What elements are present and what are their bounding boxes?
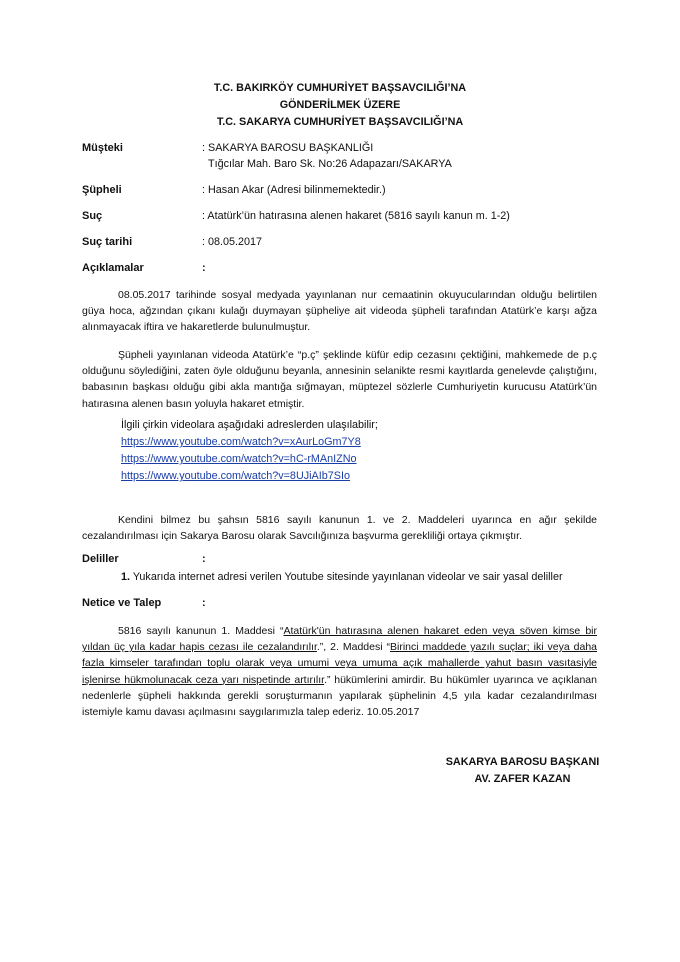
netice-text-1: 5816 sayılı kanunun 1. Maddesi “ <box>118 625 284 637</box>
video-link-3[interactable]: https://www.youtube.com/watch?v=8UJiAIb7SIo <box>121 470 350 482</box>
netice-colon: : <box>202 597 206 609</box>
musteki-address: Tığcılar Mah. Baro Sk. No:26 Adapazarı/SAKARYA <box>208 158 452 170</box>
supheli-label: Şüpheli <box>82 184 122 196</box>
aciklamalar-label: Açıklamalar <box>82 262 144 274</box>
signature-title: SAKARYA BAROSU BAŞKANI <box>445 756 600 768</box>
deliller-label: Deliller <box>82 553 119 565</box>
paragraph-1: 08.05.2017 tarihinde sosyal medyada yayınlanan nur cemaatinin okuyucularından olduğu belirtilen güya hoca, ağzından çıkanı kulağı duymayan şüpheliye ait videoda şüpheli tarafından Atatürk’e karşı ağza alınmayacak iftira ve hakaretlerde bulunulmuştur. <box>82 289 597 334</box>
header-line-3: T.C. SAKARYA CUMHURİYET BAŞSAVCILIĞI’NA <box>216 116 464 128</box>
netice-paragraph <box>82 623 597 720</box>
deliller-item-text: Yukarıda internet adresi verilen Youtube sitesinde yayınlanan videolar ve sair yasal deliller <box>130 571 563 583</box>
header-line-2: GÖNDERİLMEK ÜZERE <box>279 99 401 111</box>
article-1-quote: Atatürk'ün hatırasına alenen hakaret eden veya söven kimse bir yıldan üç yıla kadar hapis cezası ile cezalandırılır <box>82 625 597 654</box>
paragraph-3: Kendini bilmez bu şahsın 5816 sayılı kanunun 1. ve 2. Maddeleri uyarınca en ağır şekilde cezalandırılması için Sakarya Barosu olarak Savcılığınıza başvurma gerekliliği ortaya çıkmıştır. <box>82 514 597 543</box>
signature-name: AV. ZAFER KAZAN <box>474 773 571 785</box>
header-line-1: T.C. BAKIRKÖY CUMHURİYET BAŞSAVCILIĞI’NA <box>213 82 467 94</box>
musteki-label: Müşteki <box>82 142 123 154</box>
netice-text-3: .” hükümlerini amirdir. Bu hükümler uyarınca ve açıklanan nedenlerle şüpheli hakkında gerekli soruşturmanın yapılarak şüphelinin 4,5 yıla kadar cezalandırılması istemiyle kamu davası açılmasını saygılarımızla talep ederiz. 10.05.2017 <box>82 673 597 719</box>
aciklamalar-colon: : <box>202 262 206 274</box>
netice-label: Netice ve Talep <box>82 597 162 609</box>
deliller-item <box>121 571 563 583</box>
article-2-quote: Birinci maddede yazılı suçlar; iki veya daha fazla kimseler tarafından toplu olarak veya umumi veya umuma açık mahallerde yahut basın vasıtasiyle işlenirse hükmolunacak ceza yarı nispetinde artırılır <box>82 641 597 686</box>
suc-tarihi-value: : 08.05.2017 <box>202 236 263 248</box>
netice-text-2: .”, 2. Maddesi “ <box>316 641 391 654</box>
supheli-value: : Hasan Akar (Adresi bilinmemektedir.) <box>202 184 386 196</box>
video-link-1[interactable]: https://www.youtube.com/watch?v=xAurLoGm7Y8 <box>121 436 361 448</box>
paragraph-2: Şüpheli yayınlanan videoda Atatürk’e “p.ç” şeklinde küfür edip cezasını çektiğini, mahkemede de p.ç olduğunu söylediğini, zaten öyle olduğunu beyanla, annesinin selanikte resmi kayıtlarda genelevde çalıştığını, babasının başkası olduğu gibi akla mantığa sığmayan, müptezel sözlerle Cumhuriyetin kurucusu Atatürk’ün hatırasına alenen basın yoluyla hakaret etmiştir. <box>82 349 597 410</box>
deliller-item-number: 1. <box>121 571 131 583</box>
video-link-2[interactable]: https://www.youtube.com/watch?v=hC-rMAnIZNo <box>121 453 357 465</box>
musteki-value: : SAKARYA BAROSU BAŞKANLIĞI <box>202 142 374 154</box>
deliller-colon: : <box>202 553 206 565</box>
suc-value: : Atatürk’ün hatırasına alenen hakaret (5816 sayılı kanun m. 1-2) <box>202 210 510 222</box>
links-intro: İlgili çirkin videolara aşağıdaki adreslerden ulaşılabilir; <box>121 419 378 431</box>
suc-tarihi-label: Suç tarihi <box>82 236 133 248</box>
suc-label: Suç <box>82 210 103 222</box>
